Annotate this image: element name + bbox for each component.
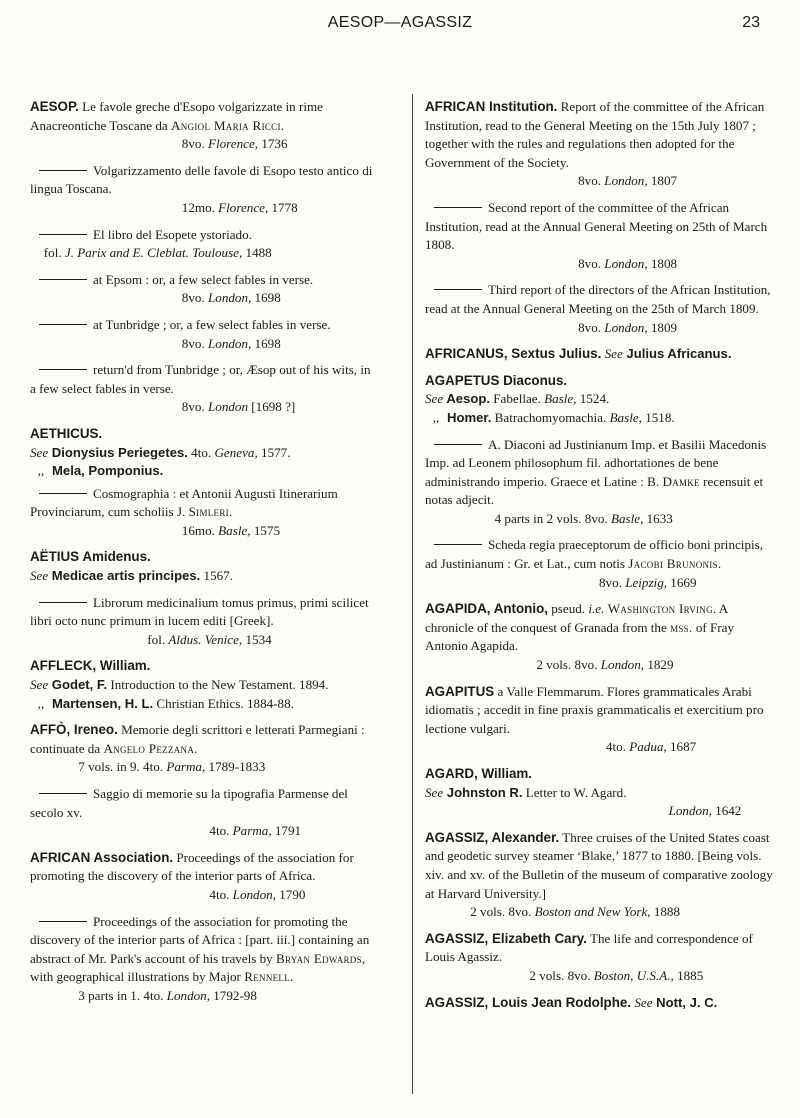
entry-africanus — [425, 345, 773, 364]
imprint-place: Padua, — [629, 739, 667, 755]
author-name: Rennell — [244, 969, 291, 985]
entry-text: Proceedings of the association for promoting the discovery of the interior parts of Africa : [part. iii.] containing an abstract of Mr. Park's account of his travels by — [30, 913, 370, 966]
column-divider — [412, 94, 413, 1094]
imprint-place: Parma, — [166, 759, 206, 775]
imprint-year: 1577. — [257, 444, 291, 460]
imprint-year: [1698 ?] — [248, 399, 296, 415]
ditto-mark: ,, — [37, 695, 45, 711]
entry-affo — [30, 721, 375, 777]
see-word: See — [601, 346, 623, 362]
imprint-place: Geneva, — [214, 444, 258, 460]
imprint-year: 1669 — [667, 574, 697, 590]
entry-text: mss. — [670, 619, 693, 635]
entry-agassiz-louis — [425, 994, 773, 1013]
entry-scheda — [425, 536, 773, 592]
entry-text: Librorum medicinalium tomus primus, primi scilicet libri octo nunc primum in lucem editi [Greek]. — [30, 594, 369, 629]
see-target: Godet, F. — [48, 677, 108, 693]
imprint-year: 1736 — [258, 136, 288, 152]
imprint-place: Aldus. Venice, — [168, 631, 243, 647]
imprint-format: 8vo. — [578, 319, 605, 335]
see-target: Nott, J. C. — [652, 994, 718, 1010]
entry-heading: AFRICANUS, Sextus Julius. — [425, 346, 602, 362]
entry-aesop — [30, 98, 375, 154]
running-head: AESOP—AGASSIZ — [327, 14, 473, 31]
imprint-place: London, — [207, 335, 252, 351]
imprint-year: 1488 — [242, 245, 272, 261]
repeat-dash — [39, 324, 87, 325]
see-description: Letter to W. Agard. — [522, 784, 627, 800]
imprint-format: 4 parts in 2 vols. 8vo. — [494, 510, 611, 526]
see-reference — [425, 409, 773, 428]
imprint — [30, 398, 375, 417]
see-imprint: 4to. — [187, 444, 215, 460]
imprint-place: Basle, — [610, 510, 644, 526]
repeat-dash — [434, 207, 482, 208]
repeat-dash — [39, 234, 87, 235]
entry-text: Le favole greche d'Esopo volgarizzate in rime Anacreontiche Toscane da — [30, 99, 323, 133]
imprint-place: Leipzig, — [625, 574, 668, 590]
entry-text: return'd from Tunbridge ; or, Æsop out of his wits, in a few select fables in verse. — [30, 362, 371, 396]
repeat-dash — [39, 602, 87, 603]
entry-librorum — [30, 594, 375, 650]
entry-libro — [30, 226, 375, 263]
entry-heading: AGASSIZ, Alexander. — [425, 829, 560, 845]
entry-heading: AËTIUS Amidenus. — [30, 549, 151, 565]
imprint — [425, 510, 773, 529]
imprint-year: 1698 — [251, 290, 281, 306]
imprint — [425, 802, 773, 821]
see-target: Homer. — [447, 409, 492, 425]
see-target: Julius Africanus. — [622, 346, 732, 362]
imprint-place: Florence, — [218, 199, 269, 215]
entry-text: Saggio di memorie su la tipografia Parmense del secolo xv. — [30, 786, 348, 820]
imprint-format: fol. — [43, 245, 65, 261]
entry-text: pseud. — [547, 601, 589, 617]
see-description: Batrachomyomachia. — [491, 409, 610, 425]
imprint-place: London, — [668, 803, 712, 819]
entry-heading: AETHICUS. — [30, 425, 103, 441]
imprint-year: 1518. — [641, 409, 675, 425]
repeat-dash — [434, 544, 482, 545]
entry-agard — [425, 765, 773, 821]
imprint — [30, 631, 375, 650]
entry-text: Proceedings of the association for promoting the discovery of the interior parts of Africa. — [30, 849, 354, 884]
entry-text: Second report of the committee of the African Institution, read at the Annual General Meeting on 25th of March 1808. — [425, 199, 768, 253]
entry-heading: AFFÒ, Ireneo. — [30, 722, 118, 738]
repeat-dash — [39, 921, 87, 922]
entry-agassiz-alexander — [425, 829, 773, 922]
imprint-year: 1642 — [711, 803, 742, 819]
entry-agassiz-elizabeth — [425, 930, 773, 986]
left-column — [30, 98, 375, 1014]
entry-text: at Tunbridge ; or, a few select fables in verse. — [93, 316, 331, 332]
imprint — [30, 987, 375, 1006]
see-reference — [30, 462, 375, 481]
see-target: Aesop. — [443, 391, 490, 407]
imprint — [30, 289, 375, 308]
imprint-year: 1524. — [576, 391, 610, 407]
entry-african-association — [30, 849, 375, 905]
editor-name: Angelo Pezzana — [103, 740, 195, 756]
imprint-format: 12mo. — [181, 199, 219, 215]
entry-text: a Valle Flemmarum. Flores grammaticales Arabi idiomatis ; accedit in fine praxis grammaticalis et exercitium pro lectione vulgari. — [425, 683, 764, 736]
entry-heading: AGASSIZ, Louis Jean Rodolphe. — [425, 994, 632, 1010]
imprint-place: London, — [604, 255, 648, 271]
repeat-dash — [39, 369, 87, 370]
entry-proceedings — [30, 913, 375, 1006]
see-word: See — [30, 677, 49, 693]
imprint-format: 8vo. — [181, 290, 208, 306]
imprint-format: 2 vols. 8vo. — [536, 657, 601, 673]
imprint-place: J. Parix and E. Cleblat. Toulouse, — [64, 245, 243, 261]
imprint-format: 3 parts in 1. 4to. — [78, 987, 167, 1003]
entry-heading: AESOP. — [30, 99, 79, 114]
entry-text: Volgarizzamento delle favole di Esopo testo antico di lingua Toscana. — [30, 162, 373, 197]
see-target: Mela, Pomponius. — [52, 463, 164, 479]
imprint-format: 16mo. — [181, 522, 219, 538]
entry-text: recensuit et notas adjecit. — [425, 473, 764, 508]
imprint-format: 7 vols. in 9. 4to. — [78, 759, 167, 775]
imprint-format: 4to. — [209, 886, 233, 902]
imprint-year: 1790 — [275, 886, 306, 902]
see-reference — [30, 695, 375, 714]
entry-text: . — [280, 117, 285, 133]
see-target: Dionysius Periegetes. — [48, 444, 188, 460]
imprint-place: London, — [604, 173, 648, 189]
imprint-year: 1698 — [251, 335, 281, 351]
imprint-format: 8vo. — [181, 136, 208, 152]
imprint-place: Boston, U.S.A., — [593, 967, 674, 983]
see-word: See — [30, 444, 49, 460]
entry-returnd — [30, 361, 375, 417]
entry-agapitus — [425, 683, 773, 757]
entry-saggio — [30, 785, 375, 841]
entry-text: . — [717, 556, 722, 572]
imprint-format: 8vo. — [181, 335, 208, 351]
imprint — [30, 244, 375, 263]
see-reference — [425, 784, 773, 803]
see-word: See — [631, 994, 653, 1010]
imprint-place: Basle, — [609, 409, 642, 425]
imprint — [425, 319, 773, 338]
entry-epsom — [30, 271, 375, 308]
entry-heading: AGAPIDA, Antonio, — [425, 601, 548, 617]
imprint-place: London, — [207, 290, 252, 306]
right-column — [425, 98, 773, 1020]
ditto-mark: ,, — [37, 463, 45, 479]
imprint — [30, 822, 375, 841]
imprint-year: 1789-1833 — [205, 759, 266, 775]
imprint-place: Parma, — [232, 823, 272, 839]
author-name: Washington Irving — [604, 601, 713, 617]
entry-text: i.e. — [588, 601, 605, 617]
entry-african-institution — [425, 98, 773, 191]
imprint-year: 1792-98 — [209, 987, 257, 1003]
entry-text: A. Diaconi ad Justinianum Imp. et Basilii Macedonis Imp. ad Leonem philosophum fil. adhortationes de bene administrando imperio. Graece et Latine : B. — [425, 436, 767, 489]
entry-text: Cosmographia : et Antonii Augusti Itinerarium Provinciarum, cum scholiis J. — [30, 485, 338, 520]
entry-aetius — [30, 548, 375, 585]
entry-text: of Fray Antonio Agapida. — [425, 619, 735, 654]
entry-heading: AGASSIZ, Elizabeth Cary. — [425, 930, 587, 946]
entry-affleck — [30, 657, 375, 713]
imprint-format: 2 vols. 8vo. — [470, 904, 535, 920]
see-description: Christian Ethics. 1884-88. — [153, 695, 294, 711]
imprint — [30, 335, 375, 354]
entry-third-report — [425, 281, 773, 337]
imprint-place: Boston and New York, — [534, 904, 651, 920]
entry-heading: AFFLECK, William. — [30, 658, 151, 674]
imprint-year: 1829 — [644, 657, 674, 673]
entry-text: The life and correspondence of Louis Agassiz. — [425, 930, 753, 965]
imprint-format: 4to. — [605, 739, 630, 755]
repeat-dash — [434, 289, 482, 290]
entry-second-report — [425, 199, 773, 273]
see-year: 1567. — [200, 568, 233, 584]
entry-heading: AGAPETUS Diaconus. — [425, 372, 568, 388]
imprint-year: 1791 — [271, 823, 302, 839]
imprint-year: 1807 — [647, 173, 678, 189]
see-description: Introduction to the New Testament. 1894. — [107, 677, 329, 693]
imprint-year: 1809 — [647, 319, 678, 335]
ditto-mark: ,, — [432, 409, 440, 425]
imprint — [30, 522, 375, 541]
see-word: See — [425, 784, 444, 800]
see-target: Martensen, H. L. — [52, 695, 154, 711]
imprint — [30, 199, 375, 218]
repeat-dash — [39, 170, 87, 171]
entry-text: . A chronicle of the conquest of Granada from the — [425, 601, 728, 635]
see-reference — [30, 676, 375, 695]
entry-text: El libro del Esopete ystoriado. — [93, 226, 252, 242]
see-reference — [425, 390, 773, 409]
imprint — [30, 886, 375, 905]
entry-text: Third report of the directors of the African Institution, read at the Annual General Meeting on the 25th of March 1809. — [425, 282, 771, 316]
page-number: 23 — [742, 14, 760, 31]
entry-agapetus — [425, 372, 773, 428]
see-target: Johnston R. — [443, 784, 523, 800]
imprint — [30, 135, 375, 154]
imprint-year: 1885 — [673, 967, 704, 983]
entry-text: . — [228, 504, 233, 520]
imprint-format: 2 vols. 8vo. — [529, 967, 594, 983]
entry-text: , with geographical illustrations by Major — [30, 950, 366, 985]
imprint-year: 1575 — [250, 522, 281, 538]
imprint-format: 8vo. — [181, 399, 208, 415]
see-description: Fabellae. — [489, 391, 545, 407]
see-word: See — [30, 568, 49, 584]
imprint-format: 8vo. — [599, 574, 626, 590]
entry-text: at Epsom : or, a few select fables in verse. — [93, 271, 314, 287]
imprint — [425, 903, 773, 922]
editor-name: Damke — [662, 473, 700, 489]
entry-volgarizzamento — [30, 162, 375, 218]
author-name: Bryan Edwards — [276, 950, 362, 966]
see-target: Medicae artis principes. — [48, 568, 201, 584]
entry-text: Scheda regia praeceptorum de officio boni principis, ad Justinianum : Gr. et Lat., cum notis — [425, 537, 763, 572]
entry-tunbridge — [30, 316, 375, 353]
entry-heading: AFRICAN Association. — [30, 849, 174, 865]
entry-aethicus — [30, 425, 375, 481]
imprint-year: 1687 — [666, 739, 697, 755]
imprint-place: Basle, — [218, 522, 251, 538]
entry-heading: AGAPITUS — [425, 683, 495, 699]
imprint-place: London, — [166, 987, 210, 1003]
see-reference — [30, 567, 375, 586]
entry-text: Report of the committee of the African Institution, read to the General Meeting on the 15th July 1807 ; together with the rules and regulations then adopted for the Government of the Society. — [425, 99, 765, 170]
imprint-year: 1888 — [650, 904, 681, 920]
entry-text: Three cruises of the United States coast and geodetic survey steamer ‘Blake,’ 1877 to 1880. [Being vols. xiv. and xv. of the Bulletin of the museum of comparative zoology at Harvard University.] — [425, 829, 773, 901]
imprint-year: 1808 — [647, 255, 678, 271]
repeat-dash — [39, 493, 87, 494]
imprint-year: 1778 — [268, 199, 298, 215]
editor-name: Angiol Maria Ricci — [171, 117, 281, 133]
imprint-year: 1633 — [643, 510, 673, 526]
entry-cosmographia — [30, 485, 375, 541]
editor-name: Jacobi Brunonis — [628, 556, 718, 572]
imprint — [425, 574, 773, 593]
imprint — [425, 738, 773, 757]
imprint-place: London — [207, 399, 249, 415]
entry-diaconi — [425, 436, 773, 529]
editor-name: Simleri — [188, 504, 229, 520]
repeat-dash — [434, 444, 482, 445]
imprint-year: 1534 — [242, 631, 272, 647]
repeat-dash — [39, 793, 87, 794]
see-word: See — [425, 391, 444, 407]
imprint-place: London, — [604, 319, 648, 335]
imprint-place: London, — [232, 886, 276, 902]
entry-text: . — [194, 740, 198, 756]
entry-heading: AFRICAN Institution. — [425, 99, 558, 114]
entry-text: Memorie degli scrittori e letterati Parmegiani : continuate da — [30, 722, 365, 756]
see-reference — [30, 444, 375, 463]
imprint-format: 4to. — [209, 823, 233, 839]
imprint — [425, 656, 773, 675]
repeat-dash — [39, 279, 87, 280]
imprint-format: 8vo. — [578, 173, 605, 189]
imprint — [425, 172, 773, 191]
entry-text: . — [290, 969, 294, 985]
imprint-place: Florence, — [207, 136, 259, 152]
imprint-place: Basle, — [544, 391, 577, 407]
imprint-format: fol. — [147, 631, 169, 647]
imprint-format: 8vo. — [578, 255, 605, 271]
imprint — [425, 967, 773, 986]
entry-heading: AGARD, William. — [425, 766, 533, 781]
entry-agapida — [425, 600, 773, 674]
imprint — [30, 758, 375, 777]
imprint — [425, 255, 773, 274]
imprint-place: London, — [600, 657, 645, 673]
